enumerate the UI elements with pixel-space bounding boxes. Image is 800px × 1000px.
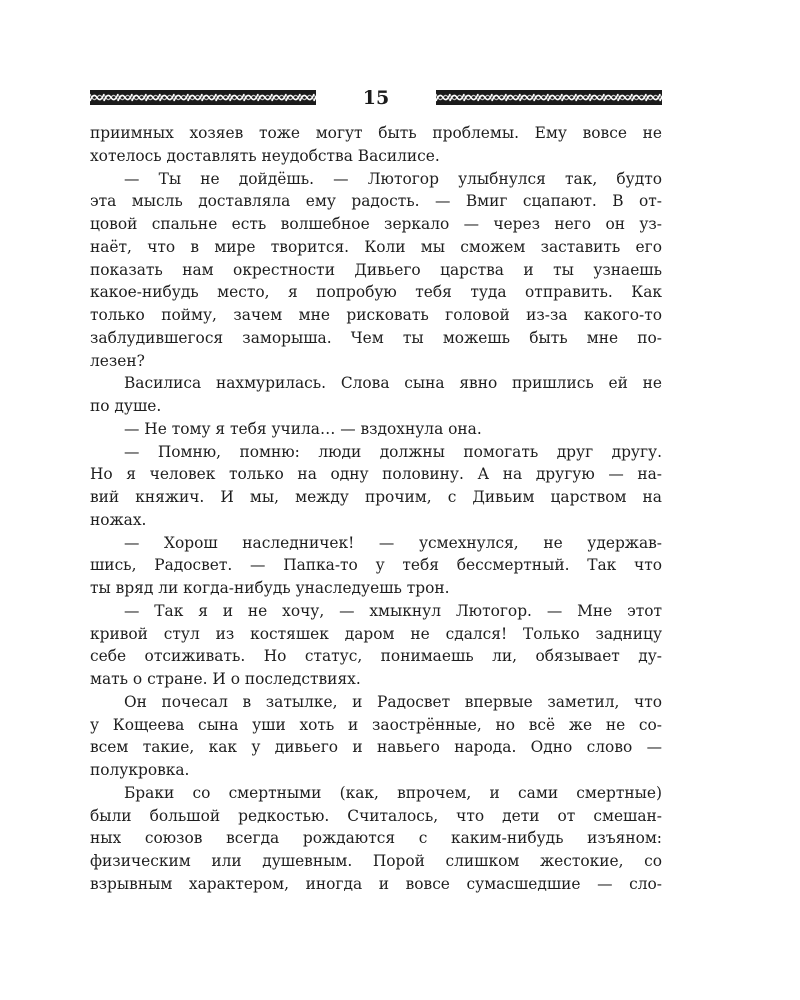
text-line: эта мысль доставляла ему радость. — Вмиг сцапают. В от- bbox=[90, 192, 662, 211]
text-line: у Кощеева сына уши хоть и заострённые, но всё же не со- bbox=[90, 715, 662, 734]
text-line: шись, Радосвет. — Папка-то у тебя бессмертный. Так что bbox=[90, 556, 662, 575]
text-line: полукровка. bbox=[90, 761, 190, 779]
text-line: мать о стране. И о последствиях. bbox=[90, 670, 361, 688]
text-line: цовой спальне есть волшебное зеркало — через него он уз- bbox=[90, 215, 662, 233]
text-line: — Так я и не хочу, — хмыкнул Лютогор. — Мне этот bbox=[124, 601, 662, 620]
text-line: ножах. bbox=[90, 510, 147, 529]
text-line: Браки со смертными (как, впрочем, и сами смертные) bbox=[124, 783, 662, 802]
text-line: какое-нибудь место, я попробую тебя туда отправить. Как bbox=[90, 283, 662, 302]
text-line: показать нам окрестности Дивьего царства и ты узнаешь bbox=[90, 260, 662, 279]
text-line: взрывным характером, иногда и вовсе сумасшедшие — сло- bbox=[90, 874, 662, 893]
text-line: кривой стул из костяшек даром не сдался! Только задницу bbox=[90, 624, 662, 643]
text-line: себе отсиживать. Но статус, понимаешь ли, обязывает ду- bbox=[90, 647, 662, 666]
text-line: всем такие, как у дивьего и навьего народа. Одно слово — bbox=[90, 738, 662, 757]
left-ornament-band bbox=[90, 90, 316, 105]
text-line: Но я человек только на одну половину. А на другую — на- bbox=[90, 465, 662, 484]
text-line: — Ты не дойдёшь. — Лютогор улыбнулся так, будто bbox=[124, 169, 662, 188]
text-line: физическим или душевным. Порой слишком жестокие, со bbox=[90, 852, 662, 870]
text-line: ных союзов всегда рождаются с каким-нибудь изъяном: bbox=[90, 829, 662, 848]
page-number: 15 bbox=[362, 87, 390, 109]
text-line: были большой редкостью. Считалось, что дети от смешан- bbox=[90, 806, 662, 825]
text-line: только пойму, зачем мне рисковать головой из-за какого-то bbox=[90, 306, 662, 324]
text-line: приимных хозяев тоже могут быть проблемы. Ему вовсе не bbox=[90, 124, 662, 142]
body-text bbox=[90, 122, 662, 896]
text-line: заблудившегося заморыша. Чем ты можешь быть мне по- bbox=[90, 328, 662, 347]
right-ornament-band bbox=[436, 90, 662, 105]
text-line: лезен? bbox=[90, 351, 145, 370]
page-header bbox=[90, 85, 662, 111]
text-line: хотелось доставлять неудобства Василисе. bbox=[90, 146, 440, 165]
text-line: Он почесал в затылке, и Радосвет впервые заметил, что bbox=[124, 692, 662, 711]
text-line: по душе. bbox=[90, 397, 162, 415]
text-line: вий княжич. И мы, между прочим, с Дивьим царством на bbox=[90, 488, 662, 506]
text-line: — Хорош наследничек! — усмехнулся, не удержав- bbox=[124, 533, 662, 552]
text-line: Василиса нахмурилась. Слова сына явно пришлись ей не bbox=[124, 374, 662, 393]
text-line: — Помню, помню: люди должны помогать друг другу. bbox=[124, 442, 662, 461]
text-line: — Не тому я тебя учила… — вздохнула она. bbox=[124, 419, 482, 438]
text-line: ты вряд ли когда-нибудь унаследуешь трон. bbox=[90, 579, 450, 597]
text-line: наёт, что в мире творится. Коли мы сможем заставить его bbox=[90, 237, 662, 256]
